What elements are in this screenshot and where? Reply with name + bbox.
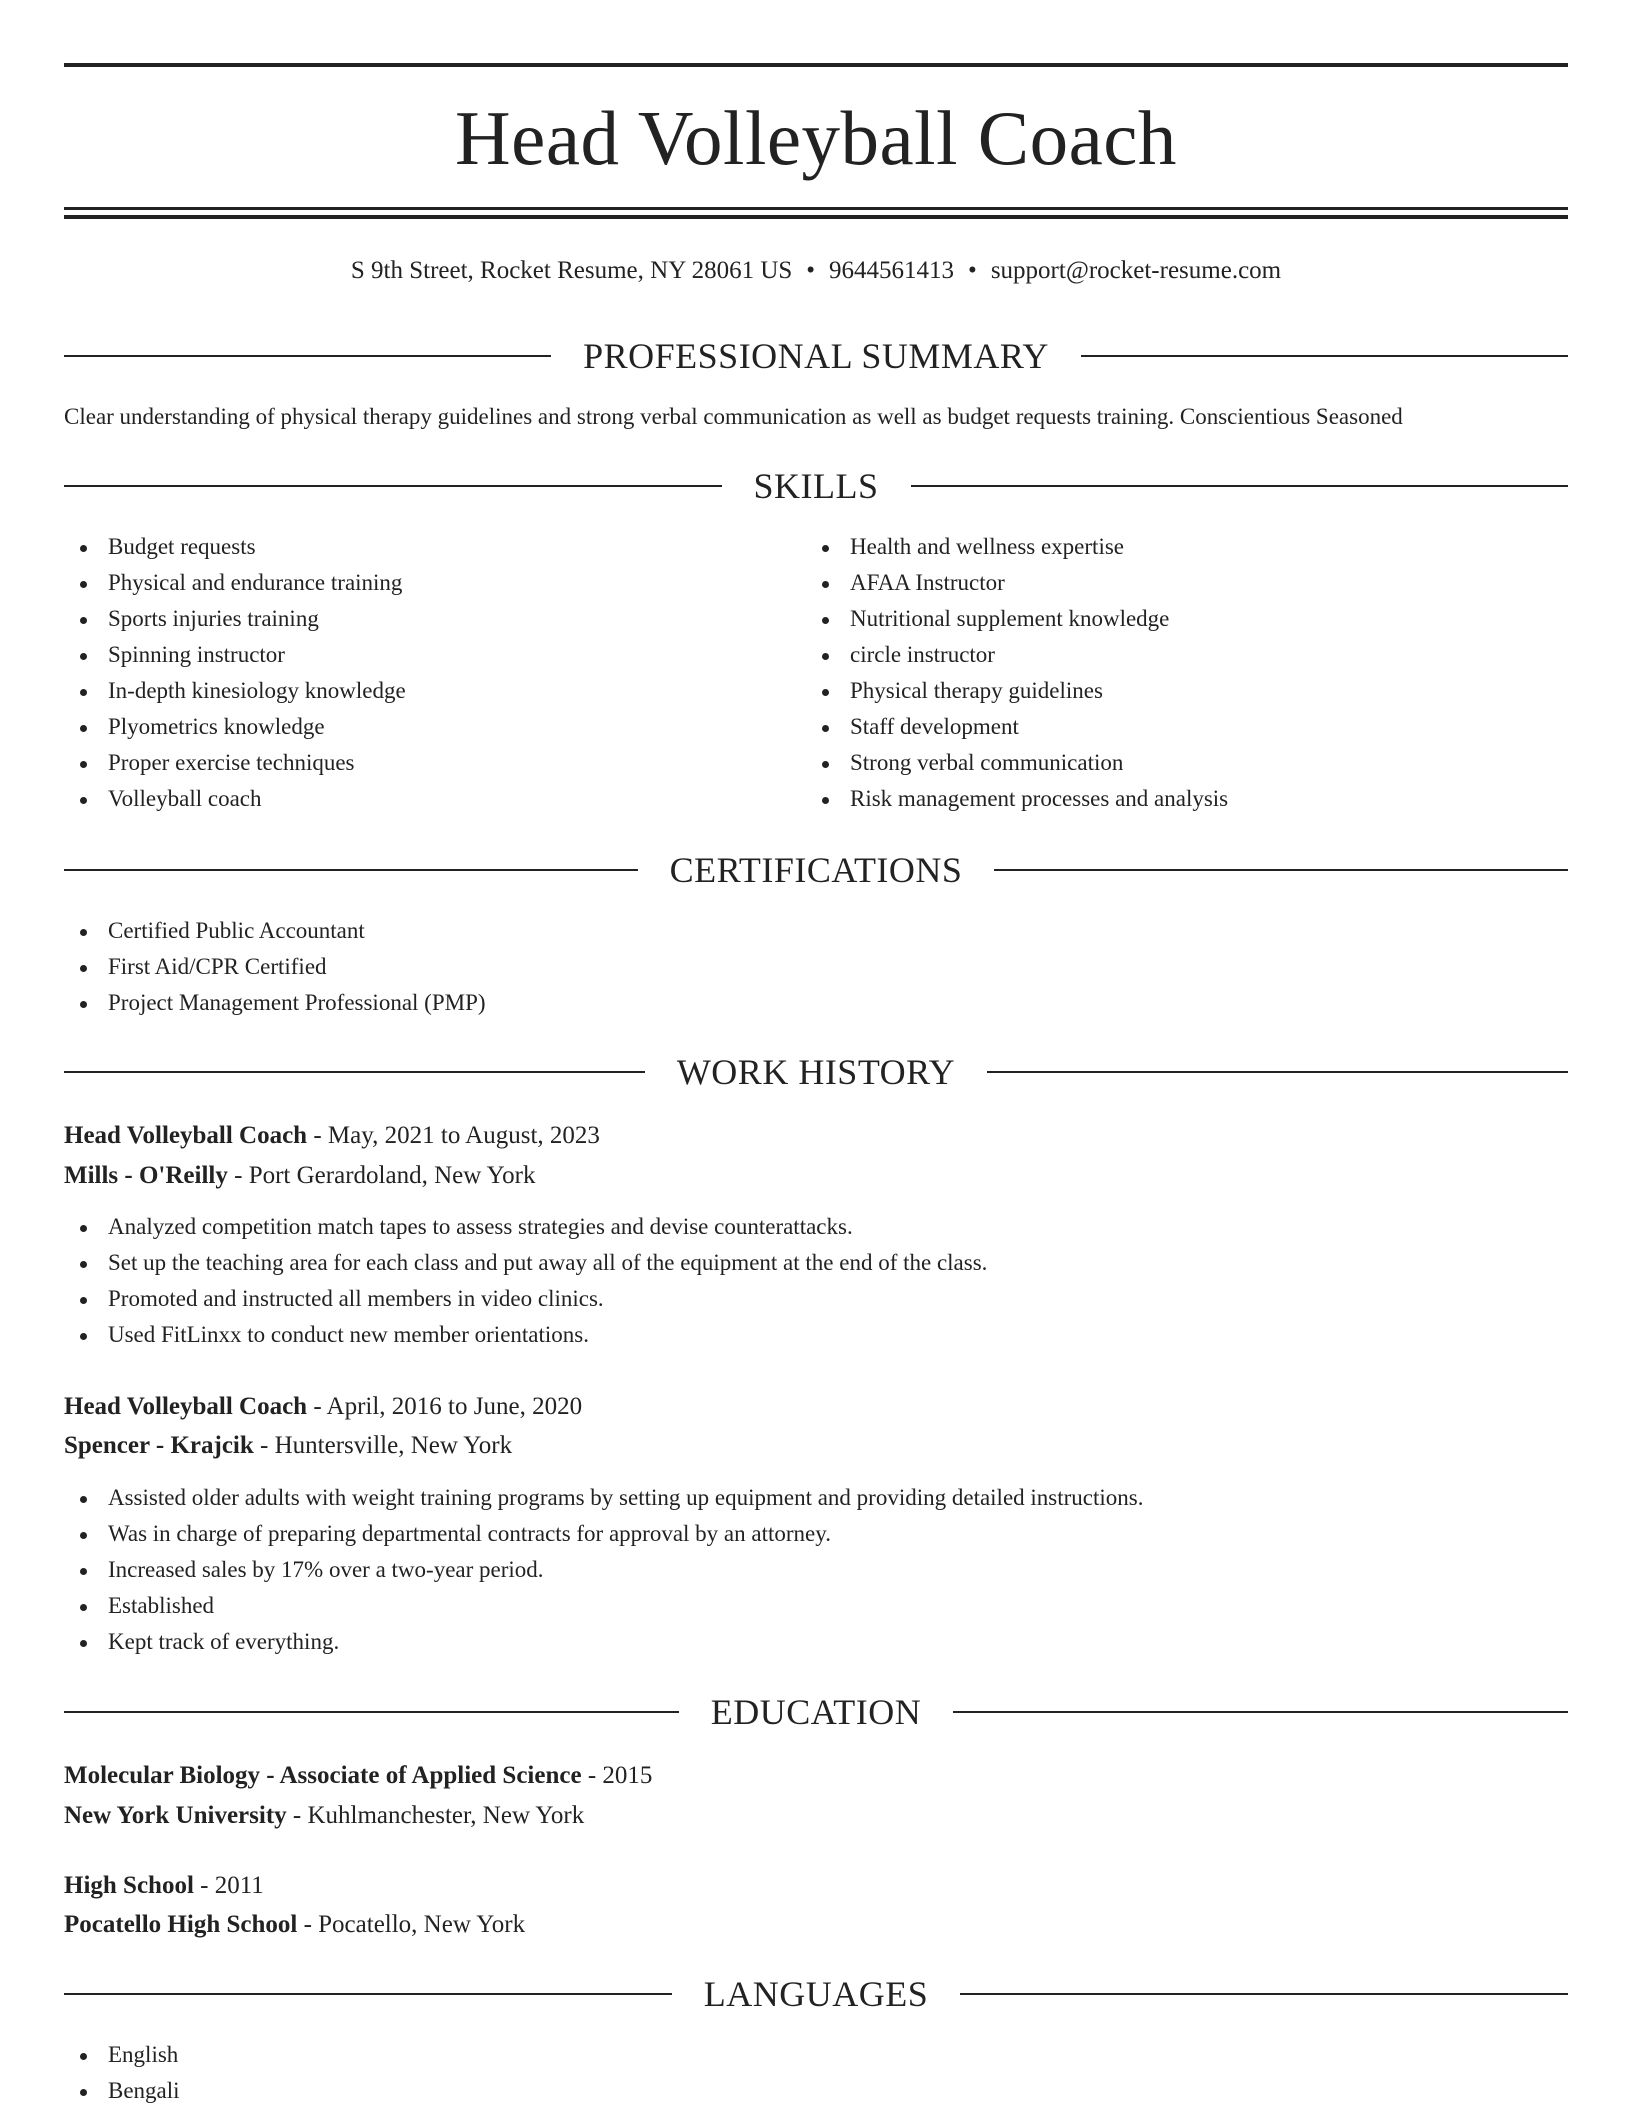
- section-title: PROFESSIONAL SUMMARY: [583, 336, 1049, 376]
- job-company: Spencer - Krajcik: [64, 1432, 254, 1459]
- job-company-line: [64, 1157, 535, 1195]
- heading-rule: [953, 1711, 1568, 1713]
- skill-item: Proper exercise techniques: [64, 745, 406, 781]
- section-title: WORK HISTORY: [676, 1052, 956, 1092]
- resume-title: Head Volleyball Coach: [455, 95, 1177, 181]
- skill-item: Physical therapy guidelines: [806, 673, 1228, 709]
- section-heading-skills: [64, 464, 1568, 508]
- language-item: English: [64, 2037, 180, 2073]
- skill-item: Nutritional supplement knowledge: [806, 601, 1228, 637]
- skill-item: AFAA Instructor: [806, 565, 1228, 601]
- job-title: Head Volleyball Coach: [64, 1393, 308, 1420]
- heading-rule: [64, 355, 551, 357]
- skill-item: Plyometrics knowledge: [64, 709, 406, 745]
- education-year: - 2015: [581, 1762, 653, 1789]
- job-bullet: Set up the teaching area for each class and put away all of the equipment at the end of the class.: [64, 1245, 987, 1281]
- certification-item: Project Management Professional (PMP): [64, 985, 486, 1021]
- job-bullet: Kept track of everything.: [64, 1624, 1143, 1660]
- job-bullet: Analyzed competition match tapes to assess strategies and devise counterattacks.: [64, 1209, 987, 1245]
- heading-rule: [960, 1993, 1568, 1995]
- education-location: - Kuhlmanchester, New York: [286, 1802, 585, 1829]
- contact-phone: 9644561413: [829, 257, 955, 284]
- summary-text: Clear understanding of physical therapy guidelines and strong verbal communication as well as budget requests training. Conscientious Seasoned: [64, 404, 1403, 429]
- education-degree: High School: [64, 1872, 194, 1899]
- skill-item: Risk management processes and analysis: [806, 781, 1228, 817]
- skill-item: Strong verbal communication: [806, 745, 1228, 781]
- skills-list-left: [64, 529, 406, 817]
- heading-rule: [64, 485, 722, 487]
- job-bullet: Established: [64, 1588, 1143, 1624]
- heading-rule: [994, 869, 1568, 871]
- section-title: CERTIFICATIONS: [669, 850, 963, 890]
- job-dates: - April, 2016 to June, 2020: [307, 1393, 583, 1420]
- skill-item: circle instructor: [806, 637, 1228, 673]
- job-dates: - May, 2021 to August, 2023: [307, 1122, 600, 1149]
- heading-rule: [911, 485, 1569, 487]
- section-heading-languages: [64, 1972, 1568, 2016]
- job-bullet: Used FitLinxx to conduct new member orientations.: [64, 1317, 987, 1353]
- certifications-list: [64, 913, 486, 1021]
- languages-list: [64, 2037, 180, 2109]
- heading-rule: [64, 1071, 645, 1073]
- section-title: EDUCATION: [710, 1692, 922, 1732]
- contact-address: S 9th Street, Rocket Resume, NY 28061 US: [350, 257, 793, 284]
- contact-separator: •: [968, 257, 977, 284]
- certification-item: Certified Public Accountant: [64, 913, 486, 949]
- header-bottom-rule-1: [64, 207, 1568, 210]
- certification-item: First Aid/CPR Certified: [64, 949, 486, 985]
- heading-rule: [64, 1993, 672, 1995]
- heading-rule: [64, 1711, 679, 1713]
- job-title-line: [64, 1388, 582, 1426]
- contact-email: support@rocket-resume.com: [990, 257, 1282, 284]
- education-school-line: [64, 1906, 525, 1944]
- contact-line: [64, 254, 1568, 288]
- education-degree-line: [64, 1757, 652, 1795]
- skill-item: In-depth kinesiology knowledge: [64, 673, 406, 709]
- skill-item: Budget requests: [64, 529, 406, 565]
- skill-item: Physical and endurance training: [64, 565, 406, 601]
- section-title: LANGUAGES: [703, 1974, 929, 2014]
- job-bullets: [64, 1480, 1143, 1660]
- header-top-rule: [64, 63, 1568, 67]
- education-year: - 2011: [193, 1872, 264, 1899]
- job-company: Mills - O'Reilly: [64, 1162, 228, 1189]
- education-degree: Molecular Biology - Associate of Applied Science: [64, 1762, 582, 1789]
- education-location: - Pocatello, New York: [297, 1911, 526, 1938]
- heading-rule: [64, 869, 638, 871]
- job-location: - Port Gerardoland, New York: [227, 1162, 536, 1189]
- job-bullet: Was in charge of preparing departmental contracts for approval by an attorney.: [64, 1516, 1143, 1552]
- education-school-line: [64, 1797, 584, 1835]
- job-location: - Huntersville, New York: [253, 1432, 513, 1459]
- job-bullet: Assisted older adults with weight training programs by setting up equipment and providing detailed instructions.: [64, 1480, 1143, 1516]
- skill-item: Sports injuries training: [64, 601, 406, 637]
- job-title-line: [64, 1117, 600, 1155]
- education-school: Pocatello High School: [64, 1911, 298, 1938]
- job-bullets: [64, 1209, 987, 1353]
- skills-list-right: [806, 529, 1228, 817]
- section-title: SKILLS: [753, 466, 879, 506]
- skill-item: Health and wellness expertise: [806, 529, 1228, 565]
- job-title: Head Volleyball Coach: [64, 1122, 308, 1149]
- education-school: New York University: [64, 1802, 287, 1829]
- skill-item: Staff development: [806, 709, 1228, 745]
- job-bullet: Increased sales by 17% over a two-year period.: [64, 1552, 1143, 1588]
- section-heading-education: [64, 1690, 1568, 1734]
- education-degree-line: [64, 1867, 264, 1905]
- section-heading-summary: [64, 334, 1568, 378]
- job-company-line: [64, 1427, 512, 1465]
- heading-rule: [987, 1071, 1568, 1073]
- section-heading-certifications: [64, 848, 1568, 892]
- skill-item: Spinning instructor: [64, 637, 406, 673]
- contact-separator: •: [806, 257, 816, 284]
- language-item: Bengali: [64, 2073, 180, 2109]
- heading-rule: [1081, 355, 1568, 357]
- skill-item: Volleyball coach: [64, 781, 406, 817]
- job-bullet: Promoted and instructed all members in video clinics.: [64, 1281, 987, 1317]
- header-bottom-rule-2: [64, 215, 1568, 219]
- section-heading-work-history: [64, 1050, 1568, 1094]
